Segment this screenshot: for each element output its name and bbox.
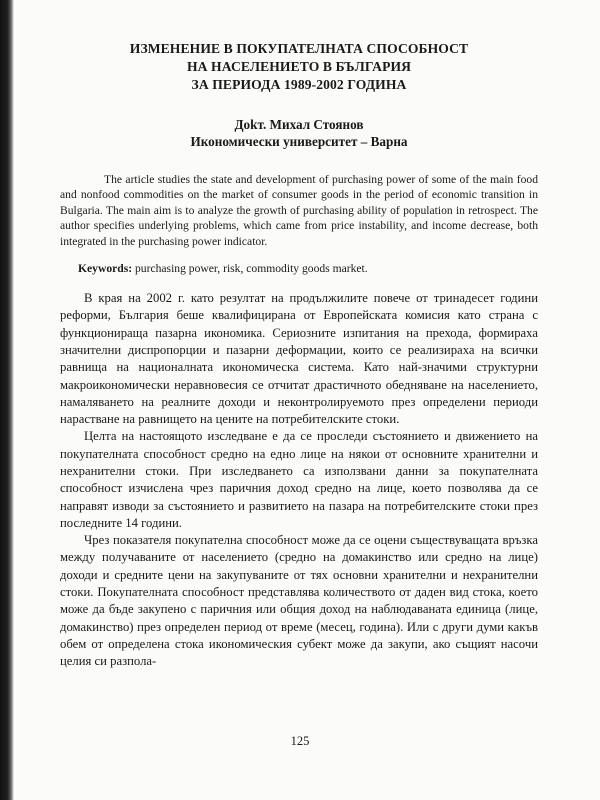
paragraph-2: Целта на настоящото изследване е да се проследи състоянието и движението на покупателната способност средно на едно лице на някои от основните хранителни и нехранителни стоки. При изследването са използвани данни за покупателната способност изчислена чрез паричния доход средно на лице, което позволява да се направят изводи за състоянието и развитието на пазара на потребителските стоки през последните 14 години.: [60, 429, 538, 530]
keywords: [60, 261, 538, 276]
author-affiliation: Икономически университет – Варна: [190, 134, 408, 149]
body-text: [60, 290, 538, 671]
paragraph-1: В края на 2002 г. като резултат на продължилите повече от тринадесет години реформи, България беше квалифицирана от Европейската комисия като страна с функционираща пазарна икономика. Сериозните изпитания на прехода, формираха значителни диспропорции и пазарни деформации, които се реализираха на всички равнища на националната икономическа система. Като най-значими структурни макроикономически неравновесия се отчитат драстичното обедняване на населението, намаляването на реалните доходи и неконтролируемото през определени периоди нарастване на равнището на цените на потребителските стоки.: [60, 291, 538, 427]
title-line-1: ИЗМЕНЕНИЕ В ПОКУПАТЕЛНАТА СПОСОБНОСТ: [129, 41, 469, 56]
article-title: [60, 40, 538, 94]
title-line-3: ЗА ПЕРИОДА 1989-2002 ГОДИНА: [191, 77, 407, 92]
scan-binding-edge: [0, 0, 14, 800]
abstract: The article studies the state and development of purchasing power of some of the main food and nonfood commodities on the market of consumer goods in the period of economic transition in Bulgaria. The main aim is to analyze the growth of purchasing ability of population in retrospect. The author specifies underlying problems, which came from price instability, and income decrease, both integrated in the purchasing power indicator.: [60, 173, 538, 248]
page-number: 125: [290, 734, 310, 748]
article-content: [60, 40, 538, 671]
paragraph-3: Чрез показателя покупателна способност може да се оцени съществуващата връзка между получаваните от населението (средно на домакинство или средно на лице) доходи и средните цени на закупуваните от тях основни хранителни и нехранителни стоки. Покупателната способност представлява количеството от даден вид стока, което може да бъде закупено с паричния или общия доход на наблюдаваната единица (лице, домакинство) през определен период от време (месец, година). Или с други думи какъв обем от определена стока икономическия субект може да закупи, ако същият насочи целия си разпола-: [60, 533, 538, 669]
title-line-2: НА НАСЕЛЕНИЕТО В БЪЛГАРИЯ: [186, 59, 412, 74]
keywords-text: purchasing power, risk, commodity goods market.: [132, 262, 368, 276]
author-block: [60, 116, 538, 150]
author-name: Доkт. Михал Стоянов: [234, 117, 364, 132]
keywords-label: Keywords:: [78, 262, 133, 276]
